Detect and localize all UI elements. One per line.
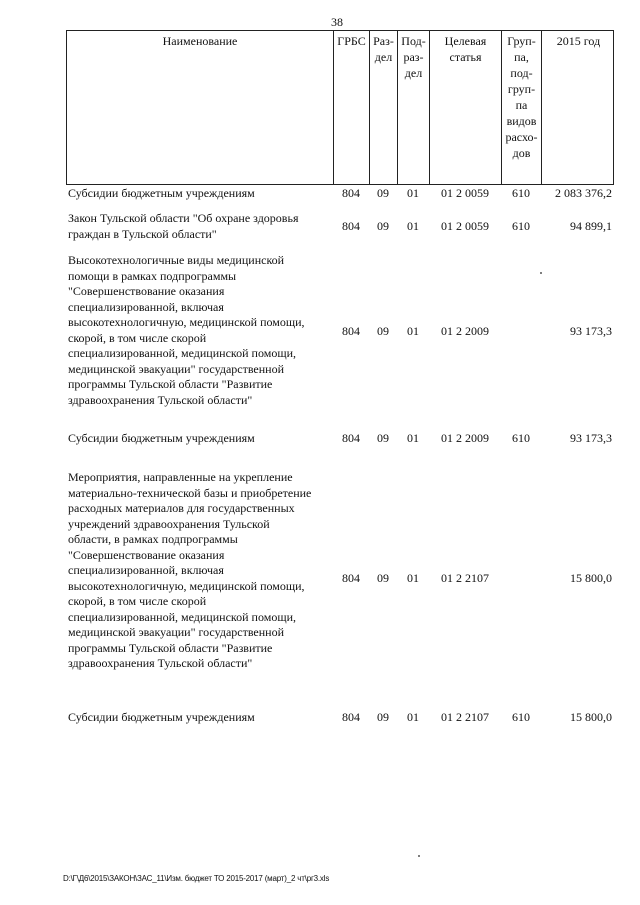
row-razdel: 09 [377,431,389,445]
row-grbs: 804 [342,710,360,724]
row-amount: 94 899,1 [570,219,612,233]
row-celevaya: 01 2 2107 [441,710,489,724]
row-name: Субсидии бюджетным учреждениям [68,710,255,724]
table-row [66,710,614,726]
row-podrazdel: 01 [407,324,419,338]
row-podrazdel: 01 [407,219,419,233]
table-row [66,186,614,202]
row-name: Закон Тульской области "Об охране здоровья граждан в Тульской области" [68,211,299,241]
header-celevaya: Целевая статья [430,31,502,184]
table-row [66,211,614,243]
header-podrazdel: Под- раз- дел [398,31,430,184]
row-razdel: 09 [377,710,389,724]
row-name: Высокотехнологичные виды медицинской помощи в рамках подпрограммы "Совершенствование оказания специализированной, включая высокотехнологичную, медицинской помощи, скорой, в том числе скорой специализированной, медицинской помощи, медицинской эвакуации" государственной программы Тульской области "Развитие здравоохранения Тульской области" [68,253,305,407]
header-name: Наименование [67,31,334,184]
row-razdel: 09 [377,324,389,338]
row-name: Субсидии бюджетным учреждениям [68,431,255,445]
row-celevaya: 01 2 2009 [441,431,489,445]
row-gruppa: 610 [512,431,530,445]
row-podrazdel: 01 [407,571,419,585]
table-header [66,30,614,185]
header-razdel: Раз- дел [370,31,398,184]
row-razdel: 09 [377,571,389,585]
table-row [66,470,614,680]
row-gruppa: 610 [512,219,530,233]
row-gruppa: 610 [512,186,530,200]
file-path-footer: D:\Г\Д6\2015\ЗАКОН\ЗАС_11\Изм. бюджет ТО 2015-2017 (март)_2 чт\рг3.xls [63,874,330,883]
row-podrazdel: 01 [407,710,419,724]
row-celevaya: 01 2 0059 [441,186,489,200]
row-grbs: 804 [342,431,360,445]
table-row [66,253,614,413]
row-celevaya: 01 2 2107 [441,571,489,585]
row-amount: 2 083 376,2 [555,186,612,200]
row-grbs: 804 [342,186,360,200]
table-row [66,431,614,447]
scan-speck [540,272,542,274]
row-grbs: 804 [342,571,360,585]
row-amount: 15 800,0 [570,571,612,585]
row-name: Мероприятия, направленные на укрепление материально-технической базы и приобретение расходных материалов для государственных учреждений здравоохранения Тульской области, в рамках подпрограммы "Совершенствование оказания специализированной, включая высокотехнологичную, медицинской помощи, скорой, в том числе скорой специализированной, медицинской помощи, медицинской эвакуации" государственной программы Тульской области "Развитие здравоохранения Тульской области" [68,470,312,670]
row-razdel: 09 [377,219,389,233]
row-podrazdel: 01 [407,186,419,200]
row-razdel: 09 [377,186,389,200]
row-podrazdel: 01 [407,431,419,445]
row-gruppa: 610 [512,710,530,724]
header-grbs: ГРБС [334,31,370,184]
row-amount: 93 173,3 [570,324,612,338]
row-amount: 15 800,0 [570,710,612,724]
row-celevaya: 01 2 2009 [441,324,489,338]
header-gruppa: Груп- па, под- груп- па видов расхо- дов [502,31,542,184]
row-grbs: 804 [342,219,360,233]
row-grbs: 804 [342,324,360,338]
row-celevaya: 01 2 0059 [441,219,489,233]
scan-speck [418,855,420,857]
row-name: Субсидии бюджетным учреждениям [68,186,255,200]
page-number: 38 [331,15,343,29]
row-amount: 93 173,3 [570,431,612,445]
header-year: 2015 год [556,34,601,48]
